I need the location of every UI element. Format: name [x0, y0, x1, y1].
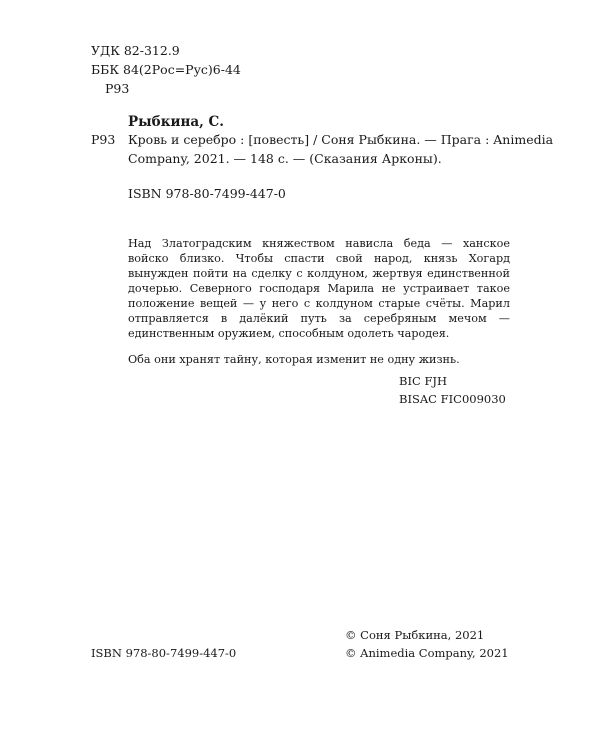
margin-author-sign: Р93 — [91, 132, 116, 147]
udk-code: УДК 82-312.9 — [91, 43, 180, 58]
bbk-code: ББК 84(2Рос=Рус)6-44 — [91, 62, 241, 77]
bisac-code: BISAC FIC009030 — [399, 392, 506, 406]
isbn-footer: ISBN 978-80-7499-447-0 — [91, 646, 237, 660]
annotation-paragraph-1: Над Златоградским княжеством нависла беда — ханское войско близко. Чтобы спасти свой народ, князь Хогард вынужден пойти на сделку с колдуном, жертвуя единственной дочерью. Северного господаря Марила не устраивает такое положение вещей — у него с колдуном старые счёты. Марил отправляется в далёкий путь за серебряным мечом — единственным оружием, способным одолеть чародея. — [128, 237, 510, 340]
annotation — [128, 236, 510, 367]
copyright-author: © Соня Рыбкина, 2021 — [345, 628, 485, 642]
author-name: Рыбкина, С. — [128, 114, 224, 130]
bibliographic-line-2: Company, 2021. — 148 с. — (Сказания Арконы). — [128, 151, 442, 166]
annotation-paragraph-2: Оба они хранят тайну, которая изменит не одну жизнь. — [128, 353, 460, 366]
copyright-publisher: © Animedia Company, 2021 — [345, 646, 509, 660]
author-sign: Р93 — [105, 81, 130, 96]
bibliographic-line-1: Кровь и серебро : [повесть] / Соня Рыбкина. — Прага : Animedia — [128, 132, 554, 147]
isbn-main: ISBN 978-80-7499-447-0 — [128, 186, 286, 201]
bic-code: BIC FJH — [399, 374, 448, 388]
